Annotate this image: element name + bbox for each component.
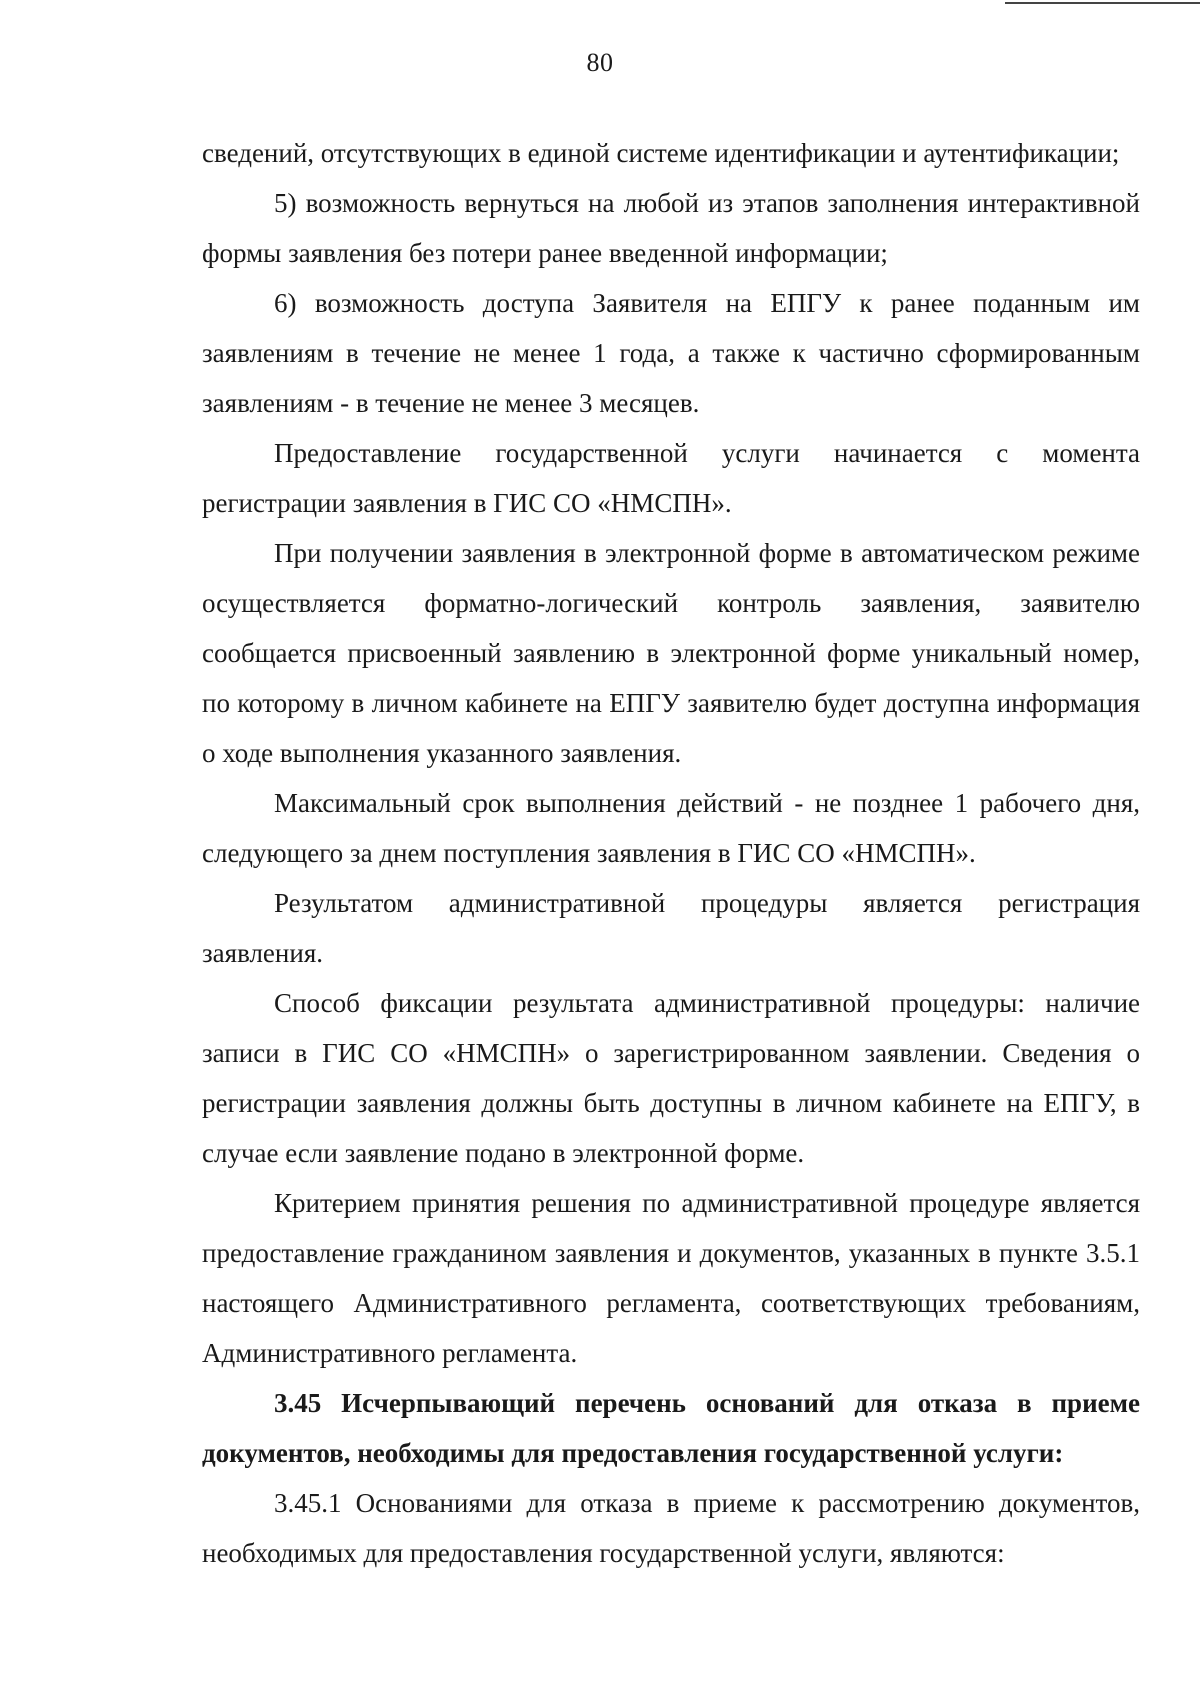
paragraph: Предоставление государственной услуги начинается с момента регистрации заявления в ГИС СО «НМСПН». [202, 438, 1140, 518]
paragraph: 3.45.1 Основаниями для отказа в приеме к рассмотрению документов, необходимых для предоставления государственной услуги, являются: [202, 1488, 1140, 1568]
paragraph: Максимальный срок выполнения действий - не позднее 1 рабочего дня, следующего за днем поступления заявления в ГИС СО «НМСПН». [202, 788, 1140, 868]
paragraph: сведений, отсутствующих в единой системе идентификации и аутентификации; [202, 138, 1120, 168]
section-heading: 3.45 Исчерпывающий перечень оснований для отказа в приеме документов, необходимы для предоставления государственной услуги: [202, 1388, 1140, 1468]
paragraph: 6) возможность доступа Заявителя на ЕПГУ к ранее поданным им заявлениям в течение не менее 1 года, а также к частично сформированным заявлениям - в течение не менее 3 месяцев. [202, 288, 1140, 418]
paragraph: Способ фиксации результата административной процедуры: наличие записи в ГИС СО «НМСПН» о зарегистрированном заявлении. Сведения о регистрации заявления должны быть доступны в личном кабинете на ЕПГУ, в случае если заявление подано в электронной форме. [202, 988, 1140, 1168]
document-body [202, 128, 1140, 1578]
top-rule [1005, 2, 1200, 4]
paragraph: Результатом административной процедуры является регистрация заявления. [202, 888, 1140, 968]
paragraph: 5) возможность вернуться на любой из этапов заполнения интерактивной формы заявления без потери ранее введенной информации; [202, 188, 1140, 268]
page-number: 80 [586, 48, 614, 77]
paragraph: Критерием принятия решения по административной процедуре является предоставление гражданином заявления и документов, указанных в пункте 3.5.1 настоящего Административного регламента, соответствующих требованиям, Административного регламента. [202, 1188, 1140, 1368]
paragraph: При получении заявления в электронной форме в автоматическом режиме осуществляется форматно-логический контроль заявления, заявителю сообщается присвоенный заявлению в электронной форме уникальный номер, по которому в личном кабинете на ЕПГУ заявителю будет доступна информация о ходе выполнения указанного заявления. [202, 538, 1140, 768]
